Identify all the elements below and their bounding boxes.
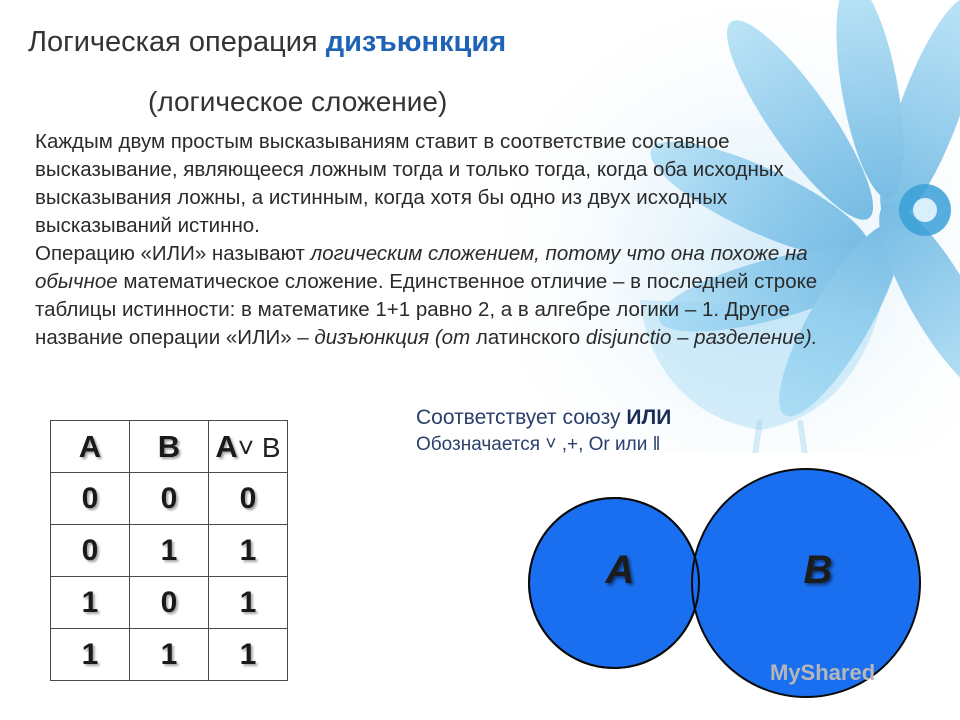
table-cell: 1 [51, 577, 130, 629]
text-run-italic: логическим сложением, потому что она похоже на обычное [35, 242, 808, 293]
table-cell: 0 [209, 473, 288, 525]
slide-title [28, 26, 506, 59]
venn-label-b: B [803, 548, 833, 592]
slide-subtitle: (логическое сложение) [148, 86, 448, 117]
title-term: дизъюнкция [325, 26, 507, 58]
header-a-part: A [215, 428, 238, 464]
text-run: математическое сложение. Единственное отличие – в последней строке таблицы истинности: в математике 1+1 равно 2, а в алгебре логики – 1. Другое название операции «ИЛИ» – [35, 270, 818, 349]
text-run-italic: disjunctio – разделение). [585, 326, 818, 349]
text-run: латинского [475, 326, 586, 349]
table-row [51, 525, 288, 577]
table-cell: 1 [209, 525, 288, 577]
conjunction-prefix: Соответствует союзу [416, 406, 627, 429]
table-row [51, 577, 288, 629]
header-b: B [130, 421, 209, 473]
table-cell: 1 [130, 629, 209, 681]
or-explanation-paragraph [10, 240, 822, 352]
notation-note: Обозначается ˅ ,+, Or или ‖ [416, 434, 661, 455]
table-header-row [51, 421, 288, 473]
table-cell: 1 [51, 629, 130, 681]
table-cell: 0 [51, 473, 130, 525]
header-a: A [51, 421, 130, 473]
table-cell: 1 [209, 629, 288, 681]
table-cell: 0 [51, 525, 130, 577]
table-cell: 0 [130, 473, 209, 525]
definition-text [10, 128, 822, 352]
watermark-logo: MyShared [770, 660, 876, 685]
definition-paragraph: Каждым двум простым высказываниям ставит в соответствие составное высказывание, являющееся ложным тогда и только тогда, когда оба исходных высказывания ложны, а истинным, когда хотя бы одно из двух исходных высказываний истинно. [35, 130, 784, 237]
table-cell: 0 [130, 577, 209, 629]
title-prefix: Логическая операция [28, 26, 326, 58]
conjunction-note [416, 406, 671, 430]
text-run-italic: дизъюнкция (от [314, 326, 476, 349]
table-cell: 1 [209, 577, 288, 629]
table-cell: 1 [130, 525, 209, 577]
venn-label-a: A [605, 548, 635, 592]
table-row [51, 629, 288, 681]
truth-table [50, 420, 288, 681]
conjunction-term: ИЛИ [626, 406, 672, 429]
table-row [51, 473, 288, 525]
header-or-b-part: ˅ B [237, 431, 281, 463]
text-run: Операцию «ИЛИ» называют [35, 242, 311, 265]
header-a-or-b [209, 421, 288, 473]
